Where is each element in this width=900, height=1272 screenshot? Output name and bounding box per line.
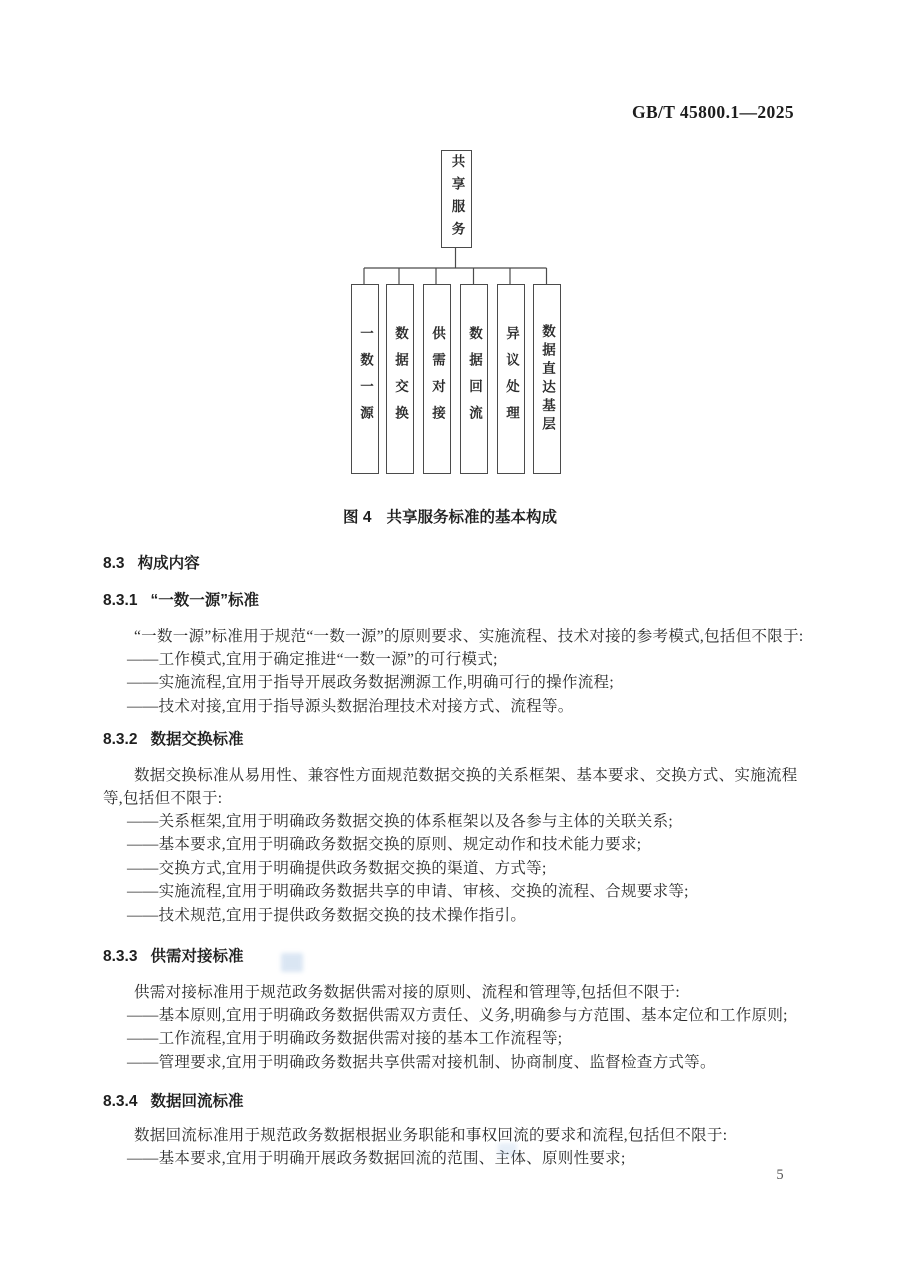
dash-item: ——交换方式,宜用于明确提供政务数据交换的渠道、方式等; [127,859,547,877]
paragraph-line: 数据回流标准用于规范政务数据根据业务职能和事权回流的要求和流程,包括但不限于: [134,1127,728,1144]
section-heading-8-3-4 [103,1089,823,1111]
section-title: 构成内容 [137,555,200,572]
dash-item: ——基本要求,宜用于明确开展政务数据回流的范围、主体、原则性要求; [127,1150,626,1167]
diagram-child-node: 异议处理 [497,284,525,474]
section-number: 8.3.3 [103,948,138,965]
section-title: “一数一源”标准 [150,592,259,609]
dash-item: ——技术对接,宜用于指导源头数据治理技术对接方式、流程等。 [127,697,574,715]
watermark-trace [281,953,303,972]
dash-item: ——基本原则,宜用于明确政务数据供需双方责任、义务,明确参与方范围、基本定位和工作原则; [127,1007,788,1024]
dash-item: ——实施流程,宜用于指导开展政务数据溯源工作,明确可行的操作流程; [127,674,614,692]
figure-caption-number: 图 4 [343,509,372,526]
dash-item-list [103,1004,843,1074]
figure-caption [0,505,900,527]
standard-code-header: GB/T 45800.1—2025 [631,102,794,122]
dash-item-list [103,648,843,718]
page-number: 5 [776,1167,784,1183]
diagram-child-node: 供需对接 [423,284,451,474]
diagram-child-node: 一数一源 [351,284,379,474]
diagram-root-node: 共享服务 [441,150,472,248]
section-title: 供需对接标准 [150,948,244,965]
section-number: 8.3.2 [103,731,138,748]
dash-item: ——技术规范,宜用于提供政务数据交换的技术操作指引。 [127,906,527,924]
section-number: 8.3 [103,555,125,572]
dash-item-list [103,1147,843,1170]
paragraph-line: 数据交换标准从易用性、兼容性方面规范数据交换的关系框架、基本要求、交换方式、实施流程 [134,767,798,784]
dash-item: ——工作流程,宜用于明确政务数据供需对接的基本工作流程等; [127,1030,563,1048]
section-heading-8-3 [103,551,823,573]
dash-item: ——工作模式,宜用于确定推进“一数一源”的可行模式; [127,651,498,668]
watermark-trace [498,1143,517,1157]
section-heading-8-3-2 [103,727,823,749]
section-heading-8-3-1 [103,588,823,610]
paragraph-line: 供需对接标准用于规范政务数据供需对接的原则、流程和管理等,包括但不限于: [134,984,680,1001]
section-number: 8.3.4 [103,1093,138,1110]
dash-item: ——管理要求,宜用于明确政务数据共享供需对接机制、协商制度、监督检查方式等。 [127,1053,716,1071]
diagram-child-node: 数据回流 [460,284,488,474]
section-heading-8-3-3 [103,944,823,966]
diagram-child-node: 数据直达基层 [533,284,561,474]
section-title: 数据回流标准 [150,1093,244,1110]
paragraph-line: 等,包括但不限于: [103,790,223,807]
section-number: 8.3.1 [103,592,138,609]
dash-item: ——关系框架,宜用于明确政务数据交换的体系框架以及各参与主体的关联关系; [127,813,673,830]
diagram-child-node: 数据交换 [386,284,414,474]
figure-caption-title: 共享服务标准的基本构成 [386,509,557,526]
dash-item: ——实施流程,宜用于明确政务数据共享的申请、审核、交换的流程、合规要求等; [127,883,689,901]
dash-item: ——基本要求,宜用于明确政务数据交换的原则、规定动作和技术能力要求; [127,836,642,854]
section-title: 数据交换标准 [150,731,244,748]
dash-item-list [103,810,843,927]
paragraph-line: “一数一源”标准用于规范“一数一源”的原则要求、实施流程、技术对接的参考模式,包括但不限于: [134,628,804,645]
